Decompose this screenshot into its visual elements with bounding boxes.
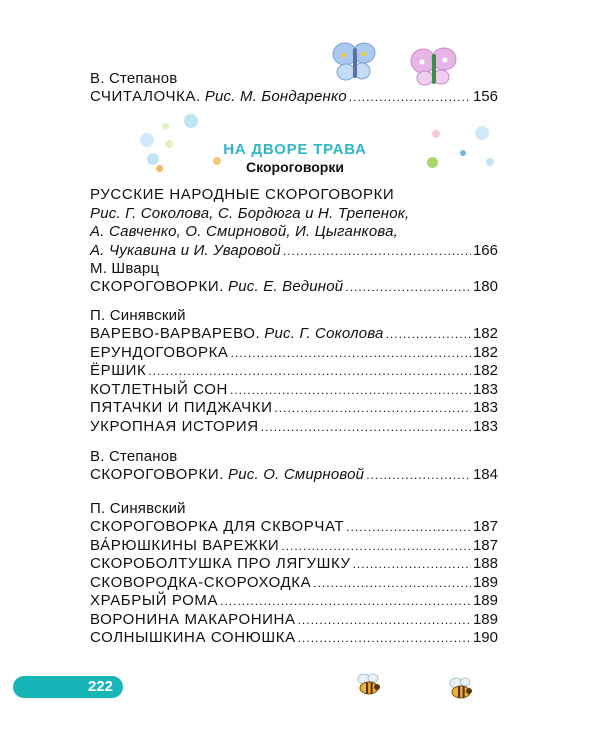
entry-illustrator: Рис. О. Смирновой [228, 466, 365, 483]
decor-dot [432, 130, 440, 138]
entry-illustrator: Рис. Г. Соколова [264, 325, 384, 342]
toc-entry[interactable] [90, 537, 498, 556]
leader-dots [366, 466, 471, 485]
entry-group-sinyavsky-2 [90, 500, 498, 648]
entry-title: СОЛНЫШКИНА СОНЮШКА [90, 629, 296, 646]
entry-page: 190 [472, 629, 498, 646]
entry-illustrator: Рис. Е. Вединой [228, 278, 344, 295]
toc-entry[interactable] [90, 574, 498, 593]
toc-entry[interactable] [90, 362, 498, 381]
leader-dots [281, 537, 471, 556]
entry-page: 183 [472, 417, 498, 435]
toc-entry[interactable] [90, 611, 498, 630]
toc-entry[interactable] [90, 399, 498, 418]
entry-title: ЁРШИК [90, 362, 147, 379]
entry-page: 183 [472, 399, 498, 416]
entry-title: ПЯТАЧКИ И ПИДЖАЧКИ [90, 399, 273, 416]
leader-dots [349, 88, 471, 107]
toc-entry[interactable] [90, 325, 498, 344]
leader-dots [283, 242, 471, 261]
entry-group-stepanov-2 [90, 448, 498, 485]
decor-dot [427, 157, 438, 168]
decor-dot [184, 114, 198, 128]
entry-page: 187 [472, 518, 498, 535]
entry-group-stepanov-1 [90, 70, 498, 107]
section-subtitle: Скороговорки [246, 159, 344, 175]
entry-title: СЧИТАЛОЧКА. [90, 88, 201, 105]
entry-page: 188 [472, 555, 498, 572]
entry-title: ВАРЕВО-ВАРВАРЕВО. [90, 325, 261, 342]
entry-illustrator: А. Савченко, О. Смирновой, И. Цыганкова, [90, 223, 398, 240]
entry-title: ЕРУНДОГОВОРКА [90, 343, 229, 361]
leader-dots [230, 381, 471, 400]
entry-page: 189 [472, 592, 498, 609]
leader-dots [274, 399, 471, 418]
entry-title: ВА́РЮШКИНЫ ВАРЕЖКИ [90, 536, 280, 554]
toc-entry[interactable] [90, 466, 498, 485]
entry-page: 156 [472, 88, 498, 105]
entry-title: УКРОПНАЯ ИСТОРИЯ [90, 417, 259, 435]
entry-illustrator: А. Чукавина и И. Уваровой [90, 241, 281, 259]
entry-illustrator: Рис. Г. Соколова, С. Бордюга и Н. Трепенок, [90, 204, 410, 222]
leader-dots [345, 278, 471, 297]
entry-page: 187 [472, 536, 498, 554]
entry-page: 182 [472, 325, 498, 342]
entry-page: 189 [472, 610, 498, 628]
leader-dots [313, 574, 471, 593]
leader-dots [148, 362, 471, 381]
entry-title: СКОРОГОВОРКА ДЛЯ СКВОРЧАТ [90, 518, 345, 535]
entry-group-sinyavsky-1 [90, 307, 498, 436]
section-title: НА ДВОРЕ ТРАВА [223, 141, 367, 158]
entry-title: ВОРОНИНА МАКАРОНИНА [90, 610, 296, 628]
leader-dots [346, 518, 471, 537]
entry-page: 183 [472, 380, 498, 398]
decor-dot [140, 133, 154, 147]
decor-dot [165, 140, 173, 148]
decor-dot [486, 158, 494, 166]
page-number: 222 [88, 678, 114, 695]
author-name: П. Синявский [90, 307, 186, 324]
decor-dot [147, 153, 159, 165]
toc-entry[interactable] [90, 344, 498, 363]
toc-entry[interactable] [90, 418, 498, 437]
leader-dots [386, 325, 471, 344]
author-name: В. Степанов [90, 448, 178, 465]
author-name: П. Синявский [90, 500, 186, 517]
entry-title: ХРАБРЫЙ РОМА [90, 592, 219, 609]
leader-dots [231, 344, 471, 363]
toc-entry[interactable] [90, 88, 498, 107]
leader-dots [261, 418, 471, 437]
toc-entry[interactable] [90, 381, 498, 400]
leader-dots [220, 592, 471, 611]
entry-title: СКОРОГОВОРКИ. [90, 466, 225, 483]
toc-entry[interactable] [90, 555, 498, 574]
toc-entry[interactable] [90, 518, 498, 537]
section-heading [180, 141, 410, 176]
entry-title: СКОРОБОЛТУШКА ПРО ЛЯГУШКУ [90, 555, 351, 572]
entry-page: 189 [472, 573, 498, 591]
entry-title: КОТЛЕТНЫЙ СОН [90, 380, 228, 398]
entry-title: СКОРОГОВОРКИ. [90, 278, 225, 295]
entry-page: 184 [472, 466, 498, 483]
decor-dot [460, 150, 466, 156]
toc-entry[interactable] [90, 278, 498, 297]
author-name: М. Шварц [90, 260, 160, 277]
leader-dots [298, 611, 471, 630]
decor-dot [156, 165, 163, 172]
entry-page: 182 [472, 362, 498, 379]
entry-title[interactable]: РУССКИЕ НАРОДНЫЕ СКОРОГОВОРКИ [90, 186, 395, 203]
decor-dot [475, 126, 489, 140]
entry-illustrator: Рис. М. Бондаренко [204, 88, 347, 105]
bee-icon [355, 672, 383, 698]
toc-entry[interactable] [90, 592, 498, 611]
toc-entry[interactable] [90, 629, 498, 648]
entry-title: СКОВОРОДКА-СКОРОХОДКА [90, 573, 312, 591]
entry-group-folk [90, 186, 498, 297]
entry-page: 180 [472, 278, 498, 295]
decor-dot [162, 123, 169, 130]
leader-dots [353, 555, 471, 574]
entry-page: 182 [472, 343, 498, 361]
entry-page: 166 [472, 241, 498, 259]
bee-icon [447, 676, 475, 702]
leader-dots [298, 629, 471, 648]
toc-entry[interactable] [90, 242, 498, 261]
author-name: В. Степанов [90, 70, 178, 87]
